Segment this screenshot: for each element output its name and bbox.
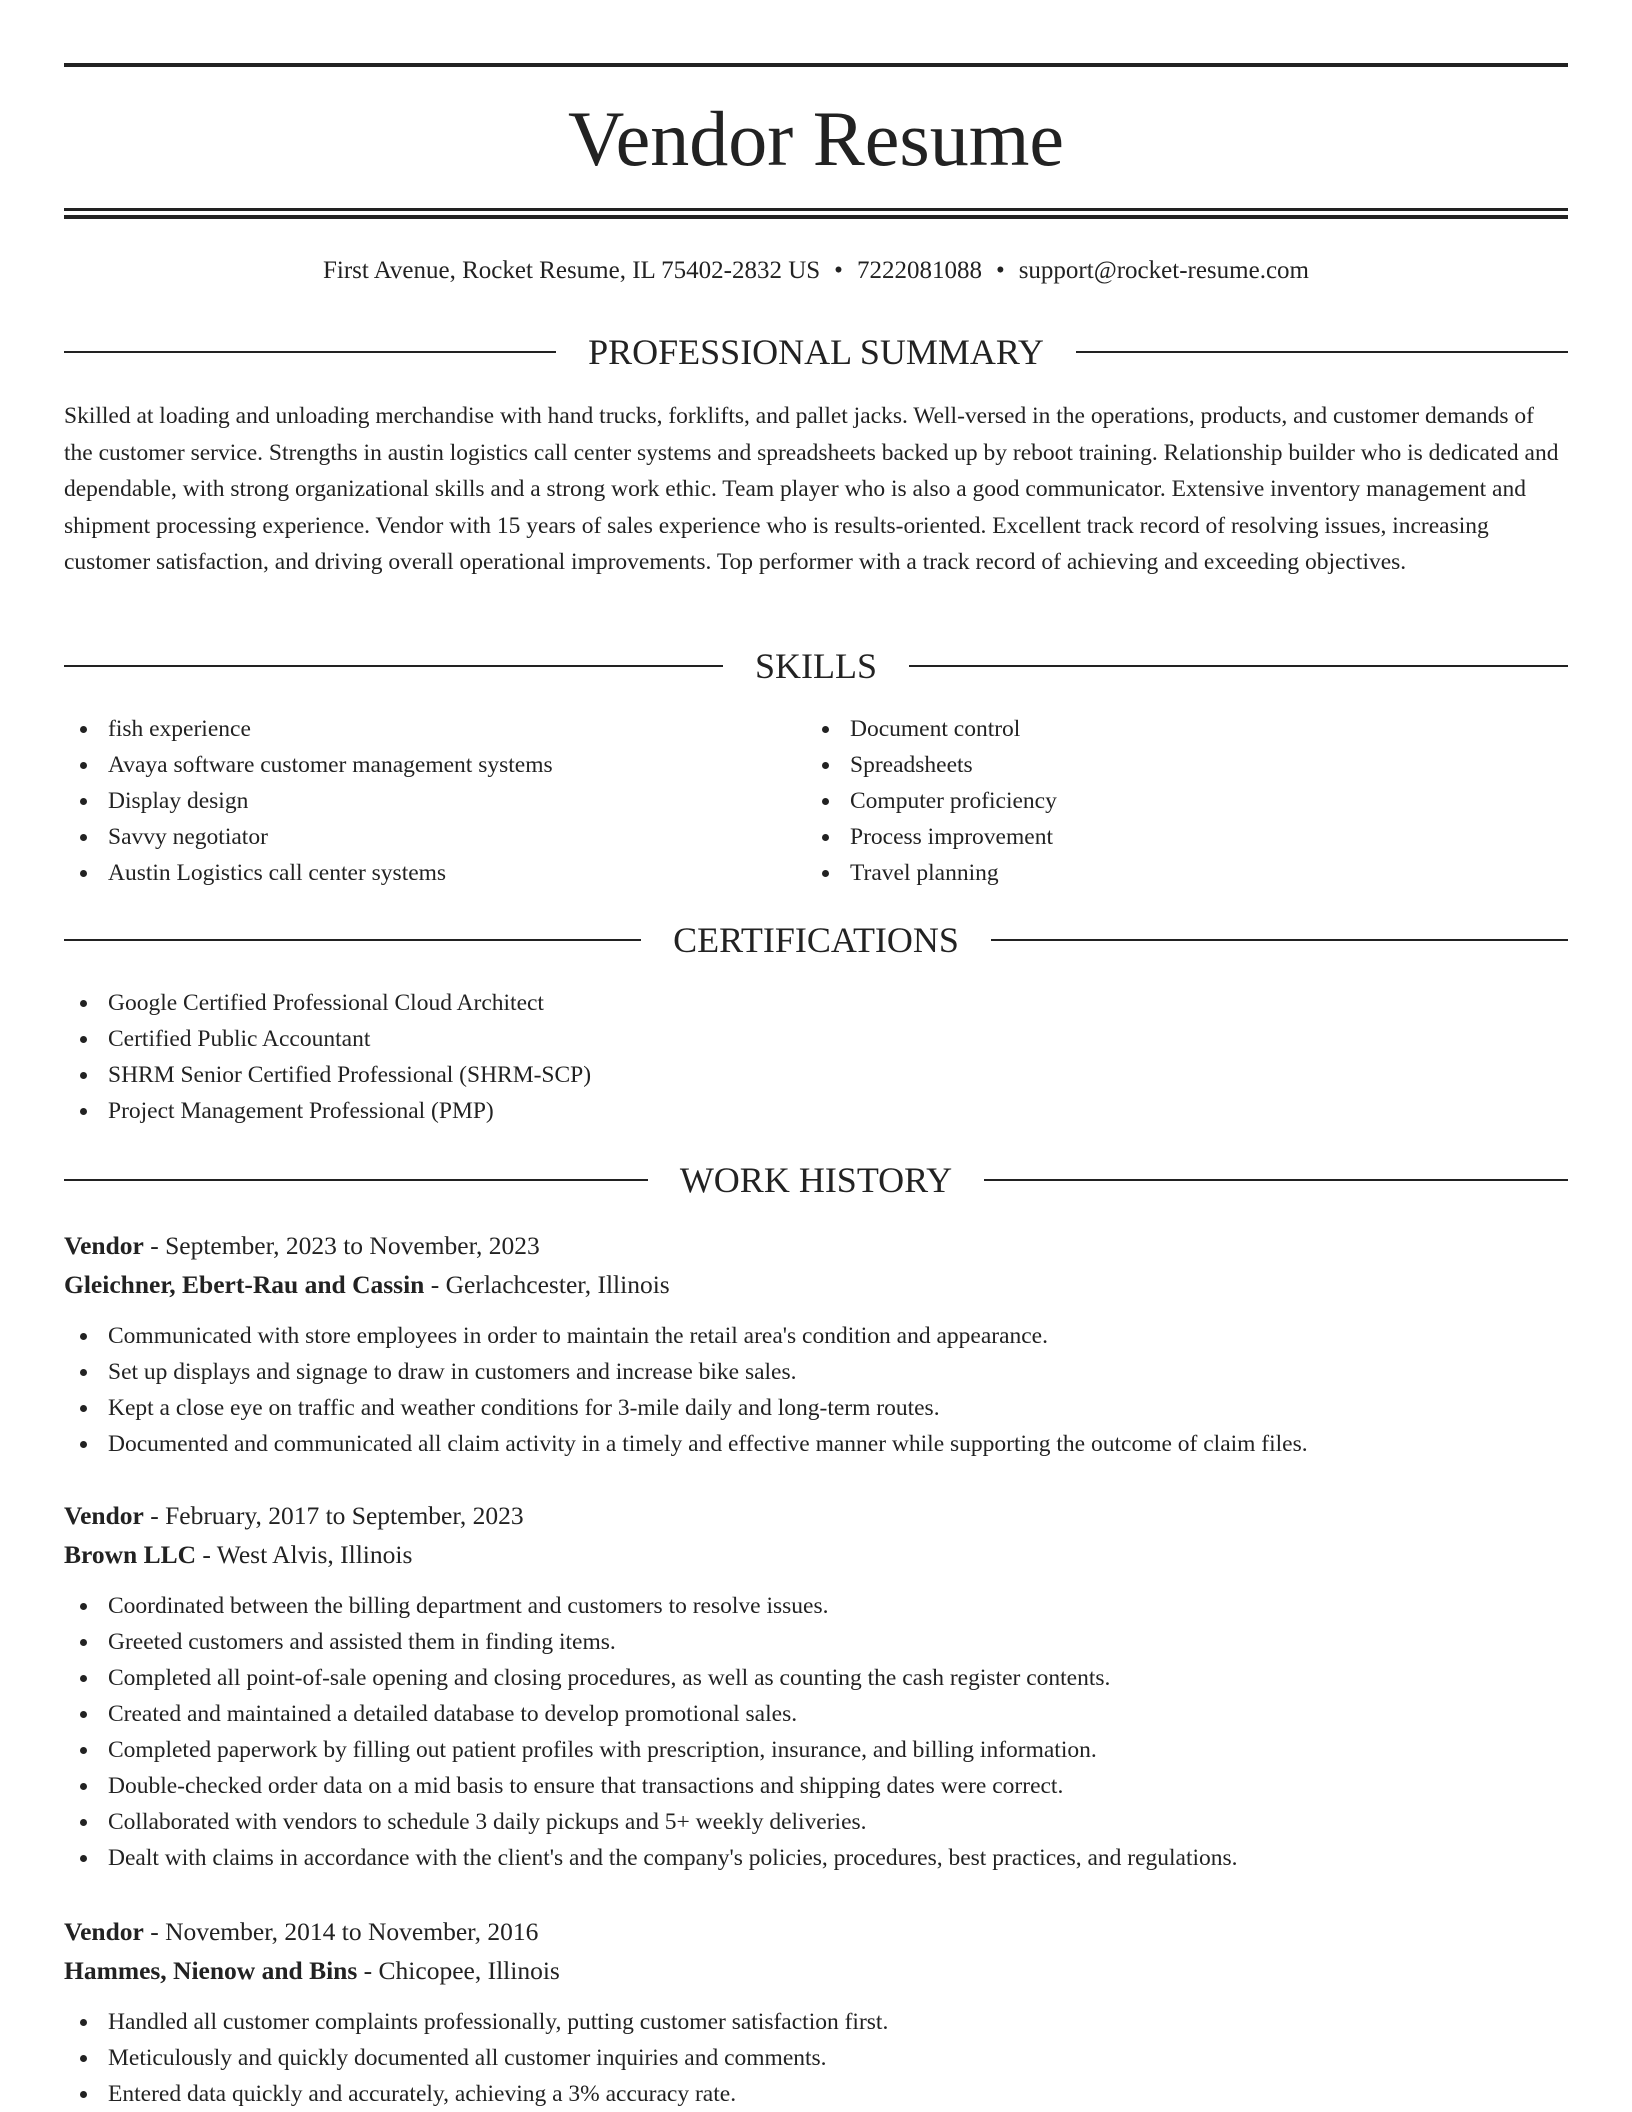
contact-address: First Avenue, Rocket Resume, IL 75402-2832 US (323, 257, 821, 284)
certifications-list (64, 985, 591, 1129)
job-bullet (64, 2076, 1568, 2112)
heading-rule-right (991, 939, 1568, 941)
job-title: Vendor (64, 1231, 144, 1260)
bullet-icon (80, 834, 87, 841)
bullet-icon (80, 1441, 87, 1448)
heading-rule-left (64, 939, 641, 941)
resume-title: Vendor Resume (567, 95, 1065, 182)
bullet-icon (822, 834, 829, 841)
job-bullet-text: Double-checked order data on a mid basis to ensure that transactions and shipping dates were correct. (108, 1773, 1064, 1799)
job-dates: - September, 2023 to November, 2023 (143, 1231, 540, 1260)
skill-label: Computer proficiency (850, 788, 1057, 814)
bullet-icon (80, 1108, 87, 1115)
job-bullet (64, 1588, 1568, 1624)
top-rule (64, 63, 1568, 67)
job-location: - Gerlachcester, Illinois (424, 1270, 670, 1299)
job-entry (64, 1226, 1568, 1462)
work-history-heading (64, 1158, 1568, 1202)
skill-item (64, 819, 553, 855)
job-company: Hammes, Nienow and Bins (64, 1956, 358, 1985)
bullet-icon (822, 870, 829, 877)
job-bullet-text: Greeted customers and assisted them in finding items. (108, 1629, 616, 1655)
bullet-icon (80, 762, 87, 769)
contact-phone: 7222081088 (856, 257, 982, 284)
job-bullet (64, 1318, 1568, 1354)
skill-label: Process improvement (850, 824, 1053, 850)
heading-rule-left (64, 1179, 648, 1181)
skill-label: Austin Logistics call center systems (108, 860, 447, 886)
job-bullet (64, 1426, 1568, 1462)
bullet-icon (822, 726, 829, 733)
job-bullet (64, 1696, 1568, 1732)
contact-line (64, 254, 1568, 288)
title-rule-lower (64, 215, 1568, 219)
title-rule-upper (64, 208, 1568, 211)
job-title-line (64, 1226, 1568, 1265)
skill-item (806, 783, 1057, 819)
bullet-icon (80, 1639, 87, 1646)
job-title: Vendor (64, 1501, 144, 1530)
job-title-line (64, 1496, 1568, 1535)
job-bullet-text: Set up displays and signage to draw in customers and increase bike sales. (108, 1359, 797, 1385)
job-bullet-text: Entered data quickly and accurately, achieving a 3% accuracy rate. (108, 2081, 737, 2107)
bullet-icon (80, 1333, 87, 1340)
bullet-icon (80, 1675, 87, 1682)
bullet-icon (822, 798, 829, 805)
bullet-icon (80, 1855, 87, 1862)
certification-item (64, 985, 591, 1021)
job-bullet (64, 1804, 1568, 1840)
heading-rule-right (984, 1179, 1568, 1181)
work-history-heading-label: WORK HISTORY (679, 1160, 953, 1200)
skill-item (806, 819, 1057, 855)
bullet-icon (80, 1369, 87, 1376)
heading-rule-left (64, 665, 723, 667)
certification-item (64, 1057, 591, 1093)
skills-heading-label: SKILLS (755, 646, 878, 686)
skill-label: Savvy negotiator (108, 824, 268, 850)
job-bullet (64, 1660, 1568, 1696)
skills-heading (64, 644, 1568, 688)
job-company-line (64, 1265, 1568, 1304)
job-title: Vendor (64, 1917, 144, 1946)
skill-item (806, 747, 1057, 783)
bullet-icon (80, 2055, 87, 2062)
contact-email: support@rocket-resume.com (1018, 257, 1309, 284)
job-bullet (64, 2004, 1568, 2040)
job-bullet-text: Coordinated between the billing department and customers to resolve issues. (108, 1593, 829, 1619)
bullet-icon (80, 1747, 87, 1754)
job-bullet-text: Collaborated with vendors to schedule 3 daily pickups and 5+ weekly deliveries. (108, 1809, 867, 1835)
job-bullet (64, 1732, 1568, 1768)
job-bullet-text: Kept a close eye on traffic and weather conditions for 3-mile daily and long-term routes. (108, 1395, 940, 1421)
heading-rule-left (64, 351, 556, 353)
skill-label: fish experience (108, 716, 251, 742)
job-bullet (64, 1840, 1568, 1876)
bullet-icon (80, 1036, 87, 1043)
bullet-icon (80, 1711, 87, 1718)
job-entry (64, 1496, 1568, 1876)
job-bullet-text: Completed paperwork by filling out patient profiles with prescription, insurance, and billing information. (108, 1737, 1097, 1763)
bullet-icon (80, 1783, 87, 1790)
skill-item (64, 855, 553, 891)
contact-separator: • (995, 257, 1005, 284)
bullet-icon (80, 1072, 87, 1079)
bullet-icon (80, 1603, 87, 1610)
bullet-icon (80, 1819, 87, 1826)
job-bullet-text: Completed all point-of-sale opening and closing procedures, as well as counting the cash register contents. (108, 1665, 1111, 1691)
job-dates: - February, 2017 to September, 2023 (143, 1501, 524, 1530)
certification-label: Google Certified Professional Cloud Architect (108, 990, 544, 1016)
skill-label: Document control (850, 716, 1021, 742)
heading-rule-right (1076, 351, 1568, 353)
job-location: - West Alvis, Illinois (196, 1540, 413, 1569)
skill-item (64, 783, 553, 819)
contact-separator: • (834, 257, 843, 284)
skill-label: Avaya software customer management systems (108, 752, 553, 778)
bullet-icon (80, 726, 87, 733)
job-title-line (64, 1912, 1568, 1951)
job-bullet-text: Created and maintained a detailed database to develop promotional sales. (108, 1701, 798, 1727)
skill-item (806, 711, 1057, 747)
heading-rule-right (909, 665, 1568, 667)
bullet-icon (80, 1405, 87, 1412)
certifications-heading-label: CERTIFICATIONS (673, 920, 959, 960)
job-bullet-text: Dealt with claims in accordance with the client's and the company's policies, procedures, best practices, and regulations. (108, 1845, 1238, 1871)
summary-heading (64, 330, 1568, 374)
bullet-icon (80, 870, 87, 877)
job-bullet (64, 1768, 1568, 1804)
job-dates: - November, 2014 to November, 2016 (143, 1917, 539, 1946)
job-bullet (64, 1354, 1568, 1390)
job-company: Gleichner, Ebert-Rau and Cassin (64, 1270, 425, 1299)
job-company-line (64, 1535, 1568, 1574)
job-entry (64, 1912, 1568, 2112)
job-bullet-text: Handled all customer complaints professionally, putting customer satisfaction first. (108, 2009, 889, 2035)
skill-item (64, 711, 553, 747)
skill-item (64, 747, 553, 783)
bullet-icon (80, 798, 87, 805)
summary-text: Skilled at loading and unloading merchandise with hand trucks, forklifts, and pallet jacks. Well-versed in the operations, products, and customer demands of the customer service. Strengths in austin logistics call center systems and spreadsheets backed up by reboot training. Relationship builder who is dedicated and dependable, with strong organizational skills and a strong work ethic. Team player who is also a good communicator. Extensive inventory management and shipment processing experience. Vendor with 15 years of sales experience who is results-oriented. Excellent track record of resolving issues, increasing customer satisfaction, and driving overall operational improvements. Top performer with a track record of achieving and exceeding objectives. (64, 403, 1559, 576)
skills-list-left (64, 711, 553, 891)
job-bullets (64, 1318, 1568, 1462)
job-bullet-text: Communicated with store employees in order to maintain the retail area's condition and appearance. (108, 1323, 1048, 1349)
job-bullet-text: Documented and communicated all claim activity in a timely and effective manner while supporting the outcome of claim files. (108, 1431, 1308, 1457)
skills-list-right (806, 711, 1057, 891)
skill-label: Display design (108, 788, 249, 814)
bullet-icon (80, 1000, 87, 1007)
certification-label: Project Management Professional (PMP) (108, 1098, 494, 1124)
certification-item (64, 1093, 591, 1129)
certification-label: SHRM Senior Certified Professional (SHRM-SCP) (108, 1062, 592, 1088)
job-bullets (64, 1588, 1568, 1876)
certification-label: Certified Public Accountant (108, 1026, 371, 1052)
skill-item (806, 855, 1057, 891)
certification-item (64, 1021, 591, 1057)
job-bullet (64, 1390, 1568, 1426)
job-company-line (64, 1951, 1568, 1990)
bullet-icon (822, 762, 829, 769)
certifications-heading (64, 918, 1568, 962)
skill-label: Spreadsheets (850, 752, 973, 778)
bullet-icon (80, 2091, 87, 2098)
job-bullets (64, 2004, 1568, 2112)
job-location: - Chicopee, Illinois (357, 1956, 560, 1985)
bullet-icon (80, 2019, 87, 2026)
job-bullet (64, 1624, 1568, 1660)
job-bullet (64, 2040, 1568, 2076)
job-bullet-text: Meticulously and quickly documented all customer inquiries and comments. (108, 2045, 827, 2071)
summary-heading-label: PROFESSIONAL SUMMARY (588, 332, 1044, 372)
skill-label: Travel planning (850, 860, 999, 886)
job-company: Brown LLC (64, 1540, 197, 1569)
